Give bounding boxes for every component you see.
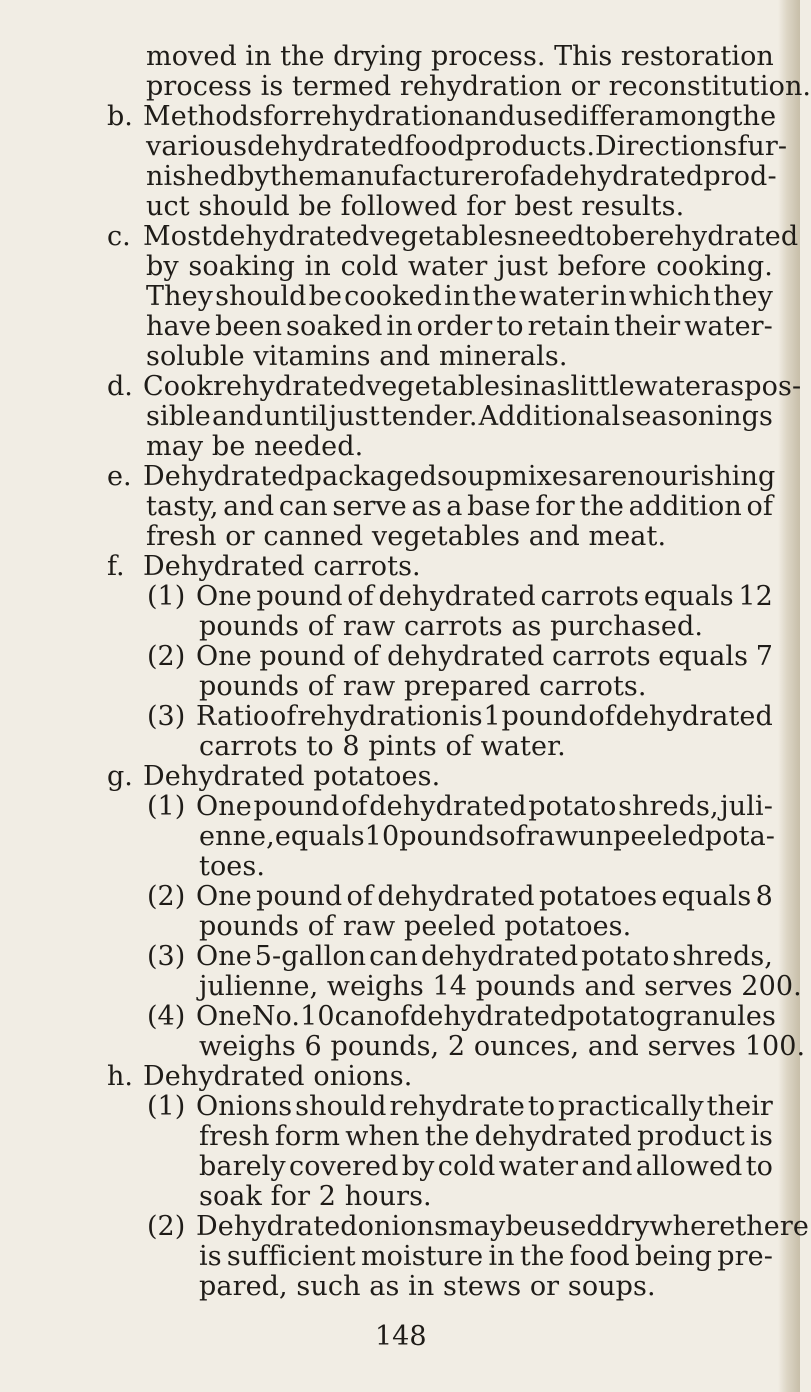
word: tender.: [380, 401, 478, 432]
word: of: [499, 821, 526, 852]
word: product: [637, 1121, 745, 1152]
word: by: [401, 1151, 435, 1182]
word: retain: [527, 311, 611, 342]
word: Cook: [143, 371, 213, 402]
word: the: [519, 1241, 565, 1272]
word: for: [262, 101, 303, 132]
word: just: [497, 251, 548, 282]
word: of: [346, 881, 373, 912]
text-line: carrots to 8 pints of water.: [199, 731, 566, 762]
page-edge-shadow: [778, 0, 800, 1392]
word: water: [498, 1151, 579, 1182]
word: dehydrated: [615, 701, 773, 732]
text-line: pounds of raw carrots as purchased.: [199, 611, 704, 642]
word: base: [467, 491, 531, 522]
word: rehydration: [297, 701, 460, 732]
word: shreds,: [618, 791, 719, 822]
word: dehydrated: [247, 131, 405, 162]
word: 12: [738, 581, 773, 612]
word: Dehydrated: [143, 461, 305, 492]
word: fresh: [199, 1121, 270, 1152]
text-line: [146, 492, 773, 521]
word: as: [540, 371, 571, 402]
word: nished: [146, 161, 238, 192]
word: dehydrated: [378, 581, 536, 612]
word: is: [750, 1121, 773, 1152]
list-marker: d.: [107, 371, 133, 402]
word: 1: [483, 701, 501, 732]
text-line: [146, 42, 774, 71]
word: moisture: [360, 1241, 484, 1272]
text-line: [196, 1001, 776, 1032]
word: differ: [563, 101, 639, 132]
word: 10: [300, 1001, 335, 1032]
sublist-marker: (4): [147, 1001, 186, 1032]
word: One: [196, 1001, 252, 1032]
word: order: [416, 311, 493, 342]
word: granules: [655, 1001, 776, 1032]
word: water: [407, 251, 488, 282]
text-line: [196, 1092, 773, 1121]
word: prod-: [703, 161, 777, 192]
word: of: [347, 581, 374, 612]
word: various: [146, 131, 248, 162]
word: pound: [256, 881, 343, 912]
word: equals: [643, 581, 734, 612]
word: One: [196, 581, 252, 612]
sublist-marker: (3): [147, 941, 186, 972]
word: before: [557, 251, 647, 282]
word: be: [308, 281, 343, 312]
word: tasty,: [146, 491, 219, 522]
text-line: fresh or canned vegetables and meat.: [146, 521, 667, 552]
word: unpeeled: [578, 821, 705, 852]
word: drying: [333, 41, 423, 72]
word: cold: [437, 1151, 496, 1182]
word: in: [488, 1241, 515, 1272]
word: dehydrated: [387, 641, 545, 672]
word: can: [369, 941, 419, 972]
word: dehydrated: [377, 881, 535, 912]
word: Directions: [595, 131, 738, 162]
word: of: [503, 161, 530, 192]
word: in: [444, 281, 471, 312]
word: by: [237, 161, 270, 192]
word: water: [634, 371, 715, 402]
word: juli-: [720, 791, 773, 822]
word: and: [581, 1151, 633, 1182]
text-line: [146, 282, 773, 311]
word: equals: [274, 821, 365, 852]
word: dehydrated: [410, 1001, 568, 1032]
word: One: [196, 641, 252, 672]
word: Onions: [196, 1091, 293, 1122]
word: as: [411, 491, 442, 522]
word: manufacturer: [314, 161, 504, 192]
word: vegetables: [369, 221, 518, 252]
word: which: [628, 281, 712, 312]
text-line: soak for 2 hours.: [199, 1181, 432, 1212]
sublist-marker: (1): [147, 581, 186, 612]
word: there: [735, 1211, 809, 1242]
word: enne,: [199, 821, 275, 852]
word: should: [295, 1091, 387, 1122]
word: food: [404, 131, 465, 162]
word: in: [245, 41, 272, 72]
word: practically: [558, 1091, 704, 1122]
word: soaking: [188, 251, 295, 282]
word: as: [714, 371, 745, 402]
word: dry: [603, 1211, 650, 1242]
word: be: [611, 221, 646, 252]
word: where: [649, 1211, 736, 1242]
text-line: may be needed.: [146, 431, 364, 462]
list-marker: g.: [107, 761, 133, 792]
text-line: julienne, weighs 14 pounds and serves 200.: [199, 971, 802, 1002]
word: potatoes: [538, 881, 658, 912]
word: to: [527, 1091, 556, 1122]
page-number: 148: [375, 1321, 427, 1352]
word: soaked: [286, 311, 383, 342]
word: potato: [581, 941, 670, 972]
word: pota-: [704, 821, 775, 852]
text-line: [146, 131, 788, 162]
word: process.: [430, 41, 546, 72]
word: and: [223, 491, 275, 522]
word: 5-gallon: [254, 941, 367, 972]
word: being: [635, 1241, 713, 1272]
word: dehydrated: [369, 791, 527, 822]
word: raw: [525, 821, 579, 852]
word: little: [570, 371, 635, 402]
word: the: [424, 1121, 470, 1152]
text-line: [143, 101, 777, 132]
sublist-marker: (1): [147, 791, 186, 822]
word: moved: [146, 41, 237, 72]
word: 8: [755, 881, 773, 912]
word: have: [146, 311, 212, 342]
text-line: [196, 792, 773, 821]
word: of: [383, 1001, 411, 1032]
word: equals: [658, 641, 749, 672]
list-marker: c.: [107, 221, 131, 252]
list-marker: h.: [107, 1061, 133, 1092]
word: of: [341, 791, 368, 822]
word: when: [345, 1121, 420, 1152]
word: This: [554, 41, 613, 72]
word: in: [600, 281, 627, 312]
word: rehydrate: [389, 1091, 525, 1122]
word: of: [588, 701, 615, 732]
word: allowed: [635, 1151, 743, 1182]
word: rehydrated: [212, 371, 366, 402]
word: carrots: [552, 641, 651, 672]
text-line: [196, 942, 773, 971]
text-line: toes.: [199, 851, 266, 882]
text-line: [146, 161, 777, 192]
word: of: [746, 491, 773, 522]
word: the: [269, 161, 315, 192]
word: cold: [340, 251, 399, 282]
text-line: [196, 642, 773, 671]
word: the: [472, 281, 517, 312]
list-marker: e.: [107, 461, 132, 492]
word: sufficient: [226, 1241, 356, 1272]
word: just: [328, 401, 380, 432]
word: sible: [146, 401, 211, 432]
text-line: [146, 312, 773, 341]
section-heading: Dehydrated potatoes.: [143, 761, 441, 792]
word: should: [215, 281, 307, 312]
word: is: [460, 701, 483, 732]
text-line: [143, 221, 799, 252]
word: in: [386, 311, 413, 342]
word: they: [713, 281, 773, 312]
word: food: [569, 1241, 630, 1272]
word: pos-: [744, 371, 802, 402]
word: a: [529, 161, 546, 192]
text-line: [143, 371, 802, 402]
word: No.: [251, 1001, 301, 1032]
word: Most: [143, 221, 213, 252]
word: 10: [364, 821, 400, 852]
text-line: [146, 402, 773, 431]
text-line: weighs 6 pounds, 2 ounces, and serves 100.: [199, 1031, 806, 1062]
word: pound: [256, 581, 343, 612]
word: barely: [199, 1151, 286, 1182]
word: in: [304, 251, 331, 282]
word: until: [264, 401, 328, 432]
word: mixes: [502, 461, 582, 492]
word: form: [274, 1121, 341, 1152]
word: are: [581, 461, 628, 492]
word: dehydrated: [212, 221, 370, 252]
word: use: [515, 101, 564, 132]
section-heading: Dehydrated carrots.: [143, 551, 421, 582]
word: potato: [528, 791, 617, 822]
word: to: [496, 311, 524, 342]
word: carrots: [540, 581, 640, 612]
word: for: [535, 491, 575, 522]
word: pound: [501, 701, 588, 732]
text-line: [196, 702, 773, 731]
word: cooked: [344, 281, 443, 312]
sublist-marker: (2): [147, 641, 186, 672]
word: potato: [567, 1001, 656, 1032]
word: of: [270, 701, 297, 732]
text-line: uct should be followed for best results.: [146, 191, 685, 222]
word: 7: [755, 641, 773, 672]
text-line: pounds of raw peeled potatoes.: [199, 911, 632, 942]
word: seasonings: [621, 401, 773, 432]
word: water: [519, 281, 599, 312]
text-line: [196, 582, 773, 611]
list-marker: f.: [107, 551, 125, 582]
word: pound: [259, 641, 346, 672]
text-line: [199, 1152, 773, 1181]
text-line: [199, 1122, 773, 1151]
word: to: [745, 1151, 773, 1182]
word: covered: [289, 1151, 399, 1182]
word: and: [212, 401, 264, 432]
text-line: [196, 1211, 809, 1242]
word: dehydrated: [421, 941, 579, 972]
word: Additional: [478, 401, 621, 432]
word: Ratio: [196, 701, 270, 732]
word: by: [146, 251, 179, 282]
word: rehydrated: [645, 221, 799, 252]
sublist-marker: (2): [147, 881, 186, 912]
word: One: [196, 941, 252, 972]
word: their: [614, 311, 681, 342]
word: dehydrated: [546, 161, 704, 192]
word: pounds: [399, 821, 500, 852]
word: addition: [628, 491, 742, 522]
word: equals: [661, 881, 752, 912]
word: rehydration: [302, 101, 465, 132]
word: be: [505, 1211, 539, 1242]
word: serve: [332, 491, 407, 522]
word: cooking.: [656, 251, 773, 282]
word: can: [334, 1001, 384, 1032]
word: dehydrated: [474, 1121, 632, 1152]
word: Dehydrated: [196, 1211, 358, 1242]
word: vegetables: [365, 371, 515, 402]
word: a: [446, 491, 463, 522]
word: is: [199, 1241, 222, 1272]
word: the: [731, 101, 777, 132]
word: of: [353, 641, 380, 672]
word: soup: [436, 461, 503, 492]
sublist-marker: (3): [147, 701, 186, 732]
text-line: process is termed rehydration or reconstitution.: [146, 71, 811, 102]
word: among: [638, 101, 732, 132]
word: the: [579, 491, 624, 522]
text-line: soluble vitamins and minerals.: [146, 341, 568, 372]
word: One: [196, 881, 252, 912]
sublist-marker: (2): [147, 1211, 186, 1242]
text-line: pared, such as in stews or soups.: [199, 1271, 656, 1302]
word: pound: [253, 791, 340, 822]
word: can: [278, 491, 328, 522]
word: onions: [357, 1211, 449, 1242]
word: been: [215, 311, 283, 342]
word: in: [514, 371, 541, 402]
word: their: [706, 1091, 773, 1122]
text-line: [199, 822, 773, 851]
list-marker: b.: [107, 101, 133, 132]
word: the: [280, 41, 325, 72]
word: fur-: [737, 131, 788, 162]
text-line: [143, 461, 776, 492]
word: Methods: [143, 101, 263, 132]
word: restoration: [620, 41, 774, 72]
word: used: [538, 1211, 604, 1242]
word: products.: [464, 131, 596, 162]
word: packaged: [304, 461, 437, 492]
word: and: [464, 101, 516, 132]
word: water-: [684, 311, 773, 342]
text-line: [196, 882, 773, 911]
word: nourishing: [627, 461, 776, 492]
word: One: [196, 791, 252, 822]
word: They: [146, 281, 214, 312]
word: may: [448, 1211, 506, 1242]
word: shreds,: [672, 941, 773, 972]
text-line: [199, 1242, 773, 1271]
word: need: [517, 221, 585, 252]
word: to: [584, 221, 612, 252]
text-line: [146, 252, 773, 281]
text-line: pounds of raw prepared carrots.: [199, 671, 647, 702]
word: pre-: [717, 1241, 773, 1272]
section-heading: Dehydrated onions.: [143, 1061, 413, 1092]
sublist-marker: (1): [147, 1091, 186, 1122]
